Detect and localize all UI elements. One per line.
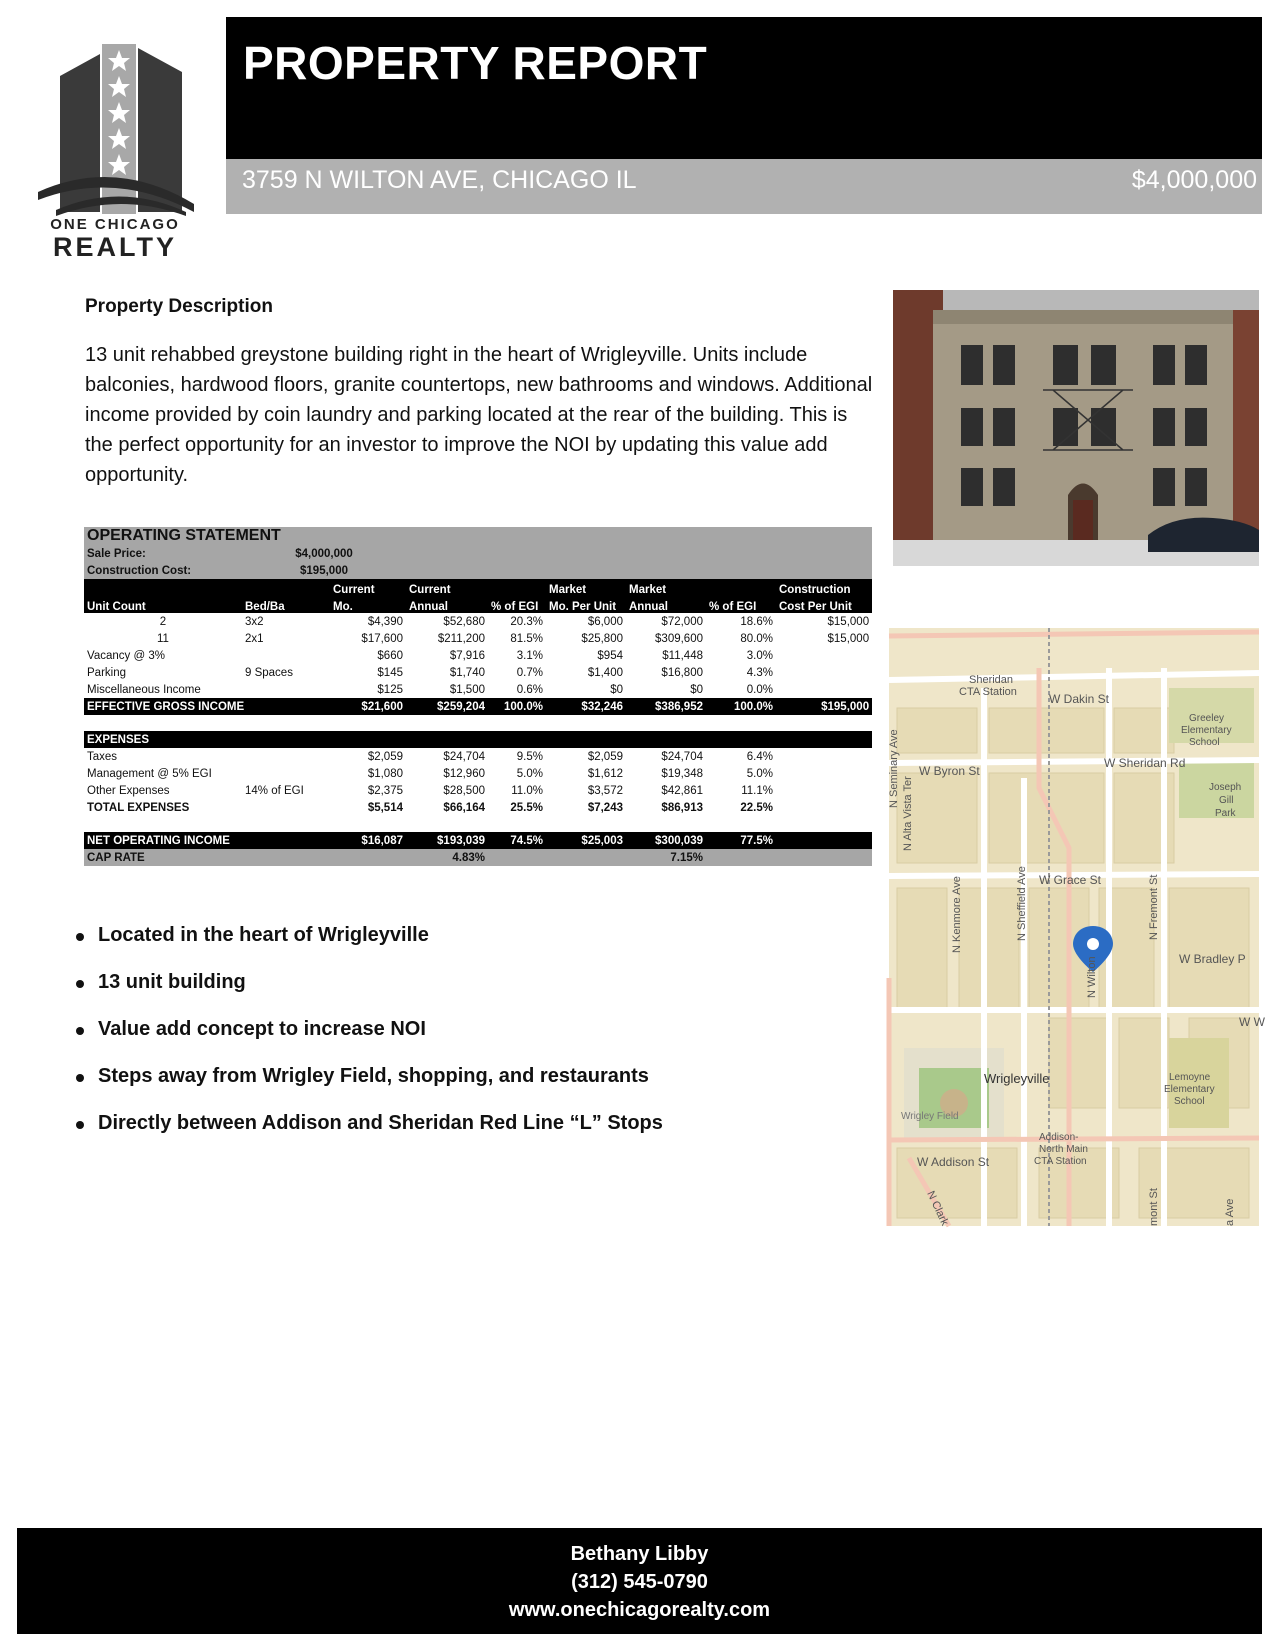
map-label: W Grace St bbox=[1039, 873, 1102, 887]
agent-name: Bethany Libby bbox=[570, 1543, 709, 1565]
operating-statement bbox=[84, 527, 872, 866]
building-photo bbox=[893, 290, 1259, 566]
table-cell: 6.4% bbox=[746, 750, 773, 763]
construction-cost-value: $195,000 bbox=[242, 562, 406, 579]
map-label: N Wilton bbox=[1086, 956, 1098, 998]
table-cell: NET OPERATING INCOME bbox=[84, 832, 242, 849]
table-cell bbox=[242, 799, 330, 816]
table-cell: $24,704 bbox=[443, 750, 485, 763]
table-cell: 100.0% bbox=[488, 698, 546, 715]
table-cell: $1,500 bbox=[449, 683, 485, 696]
table-cell: 7.15% bbox=[626, 849, 706, 866]
table-cell: Other Expenses bbox=[87, 784, 170, 797]
statement-header-row-1 bbox=[84, 579, 872, 596]
table-cell bbox=[776, 849, 872, 866]
income-row bbox=[84, 630, 872, 647]
highlights-list bbox=[76, 924, 856, 1159]
table-cell: $66,164 bbox=[443, 801, 485, 814]
description-body: 13 unit rehabbed greystone building right in the heart of Wrigleyville. Units include balconies, hardwood floors, granite countertops, new bathrooms and windows. Additional income provided by coin laundry and parking located at the rear of the building. This is the perfect opportunity for an investor to improve the NOI by updating this value add opportunity. bbox=[85, 344, 873, 486]
table-cell: Management @ 5% EGI bbox=[87, 767, 212, 780]
noi-row bbox=[84, 832, 872, 849]
description-title: Property Description bbox=[85, 296, 273, 317]
table-cell: 100.0% bbox=[706, 698, 776, 715]
bullet-icon bbox=[76, 1027, 84, 1035]
map-label: N Kenmore Ave bbox=[951, 876, 963, 953]
table-cell: $17,600 bbox=[361, 632, 403, 645]
table-cell: $954 bbox=[597, 649, 623, 662]
map-label: North Main bbox=[1039, 1144, 1088, 1155]
table-cell: $32,246 bbox=[546, 698, 626, 715]
table-cell: TOTAL EXPENSES bbox=[87, 801, 190, 814]
table-cell: 3.1% bbox=[516, 649, 543, 662]
map-label: N Clark bbox=[924, 1189, 951, 1228]
report-title: PROPERTY REPORT bbox=[243, 37, 708, 89]
logo-text-bottom: REALTY bbox=[53, 232, 177, 262]
table-cell: EFFECTIVE GROSS INCOME bbox=[84, 698, 242, 715]
map-label: W Byron St bbox=[919, 764, 980, 778]
map-label: Elementary bbox=[1181, 725, 1232, 736]
sale-price-label: Sale Price: bbox=[84, 545, 242, 562]
cap-rate-row bbox=[84, 849, 872, 866]
table-cell: 25.5% bbox=[510, 801, 543, 814]
table-cell: 11 bbox=[157, 632, 169, 645]
table-cell: 5.0% bbox=[746, 767, 773, 780]
table-cell: Mo. bbox=[330, 596, 406, 613]
table-cell bbox=[776, 664, 872, 681]
table-cell: $24,704 bbox=[661, 750, 703, 763]
map-label: Joseph bbox=[1209, 782, 1242, 793]
table-cell: $16,087 bbox=[330, 832, 406, 849]
map-label: School bbox=[1174, 1096, 1205, 1107]
map-label: W W bbox=[1239, 1015, 1265, 1029]
table-cell bbox=[776, 748, 872, 765]
table-cell: 9 Spaces bbox=[245, 666, 293, 679]
table-cell: 0.6% bbox=[516, 683, 543, 696]
table-cell bbox=[242, 765, 330, 782]
table-cell bbox=[776, 799, 872, 816]
table-cell: 9.5% bbox=[516, 750, 543, 763]
table-cell: $660 bbox=[377, 649, 403, 662]
table-cell: $0 bbox=[690, 683, 703, 696]
map-label: W Dakin St bbox=[1049, 692, 1110, 706]
table-cell: $21,600 bbox=[330, 698, 406, 715]
statement-header-row-2 bbox=[84, 596, 872, 613]
map-label: Sheridan bbox=[969, 674, 1014, 686]
table-cell bbox=[84, 579, 242, 596]
map-label: Addison- bbox=[1039, 1132, 1079, 1143]
table-cell bbox=[242, 647, 330, 664]
property-address: 3759 N WILTON AVE, CHICAGO IL bbox=[242, 166, 637, 194]
table-cell: $2,059 bbox=[587, 750, 623, 763]
table-cell: % of EGI bbox=[706, 596, 776, 613]
table-cell: $7,916 bbox=[449, 649, 485, 662]
table-cell: $25,800 bbox=[581, 632, 623, 645]
table-cell bbox=[242, 849, 330, 866]
table-cell: $195,000 bbox=[776, 698, 872, 715]
map-label: Gill bbox=[1219, 795, 1234, 806]
table-cell: Taxes bbox=[87, 750, 118, 763]
table-cell: $6,000 bbox=[587, 615, 623, 628]
table-cell: Market bbox=[626, 579, 706, 596]
map-label: W Addison St bbox=[917, 1155, 990, 1169]
table-cell: 2 bbox=[159, 615, 167, 628]
table-cell bbox=[706, 579, 776, 596]
table-cell bbox=[706, 849, 776, 866]
construction-cost-label: Construction Cost: bbox=[84, 562, 242, 579]
table-cell: $7,243 bbox=[587, 801, 623, 814]
bullet-icon bbox=[76, 980, 84, 988]
table-cell: Current bbox=[406, 579, 488, 596]
table-cell bbox=[776, 832, 872, 849]
map-label: a Ave bbox=[1224, 1198, 1236, 1226]
map-label: mont St bbox=[1148, 1188, 1160, 1226]
table-cell: $42,861 bbox=[661, 784, 703, 797]
expenses-title: EXPENSES bbox=[84, 731, 872, 748]
table-cell: Mo. Per Unit bbox=[546, 596, 626, 613]
table-cell: 11.1% bbox=[741, 784, 773, 797]
table-cell bbox=[776, 782, 872, 799]
table-cell bbox=[242, 681, 330, 698]
income-row bbox=[84, 664, 872, 681]
table-cell: 4.83% bbox=[406, 849, 488, 866]
table-cell: $1,080 bbox=[367, 767, 403, 780]
map-label: Lemoyne bbox=[1169, 1072, 1211, 1083]
table-cell: $125 bbox=[377, 683, 403, 696]
table-cell bbox=[776, 681, 872, 698]
table-cell bbox=[406, 545, 872, 562]
map-label: W Bradley P bbox=[1179, 952, 1246, 966]
table-cell: Market bbox=[546, 579, 626, 596]
bullet-icon bbox=[76, 1074, 84, 1082]
map-label: School bbox=[1189, 737, 1220, 748]
table-cell: $2,375 bbox=[367, 784, 403, 797]
expense-row bbox=[84, 765, 872, 782]
table-cell: Cost Per Unit bbox=[776, 596, 872, 613]
egi-row bbox=[84, 698, 872, 715]
table-cell: $12,960 bbox=[443, 767, 485, 780]
table-cell bbox=[84, 816, 872, 832]
income-row bbox=[84, 613, 872, 630]
list-item: Steps away from Wrigley Field, shopping, and restaurants bbox=[76, 1065, 856, 1112]
map-label: Wrigleyville bbox=[984, 1071, 1050, 1086]
statement-title: OPERATING STATEMENT bbox=[84, 527, 872, 545]
table-cell: $5,514 bbox=[367, 801, 403, 814]
table-cell: Annual bbox=[406, 596, 488, 613]
table-cell: $193,039 bbox=[406, 832, 488, 849]
location-map bbox=[888, 628, 1265, 1228]
table-cell: $309,600 bbox=[655, 632, 703, 645]
table-cell: $386,952 bbox=[626, 698, 706, 715]
table-cell: $28,500 bbox=[443, 784, 485, 797]
table-cell: Construction bbox=[776, 579, 872, 596]
table-cell: Parking bbox=[87, 666, 126, 679]
sale-price-value: $4,000,000 bbox=[242, 545, 406, 562]
map-label: N Seminary Ave bbox=[888, 729, 900, 808]
table-cell: CAP RATE bbox=[84, 849, 242, 866]
table-cell: 3x2 bbox=[245, 615, 264, 628]
table-cell: 81.5% bbox=[510, 632, 543, 645]
property-price: $4,000,000 bbox=[1131, 166, 1257, 194]
table-cell: $3,572 bbox=[587, 784, 623, 797]
map-label: N Fremont St bbox=[1148, 874, 1160, 940]
bullet-icon bbox=[76, 1121, 84, 1129]
map-label: N Alta Vista Ter bbox=[902, 776, 914, 851]
table-cell: $300,039 bbox=[626, 832, 706, 849]
table-cell: $16,800 bbox=[661, 666, 703, 679]
list-item: 13 unit building bbox=[76, 971, 856, 1018]
list-item: Value add concept to increase NOI bbox=[76, 1018, 856, 1065]
table-cell bbox=[546, 849, 626, 866]
table-cell bbox=[776, 765, 872, 782]
expense-row bbox=[84, 748, 872, 765]
map-label: W Sheridan Rd bbox=[1104, 756, 1186, 770]
table-cell: 77.5% bbox=[706, 832, 776, 849]
table-cell: 0.0% bbox=[746, 683, 773, 696]
table-cell: 4.3% bbox=[746, 666, 773, 679]
table-cell: $19,348 bbox=[661, 767, 703, 780]
bullet-icon bbox=[76, 933, 84, 941]
total-expenses-row bbox=[84, 799, 872, 816]
table-cell: 2x1 bbox=[245, 632, 264, 645]
table-cell bbox=[242, 698, 330, 715]
table-cell: $2,059 bbox=[367, 750, 403, 763]
table-cell: Current bbox=[330, 579, 406, 596]
table-cell bbox=[488, 849, 546, 866]
table-cell: 3.0% bbox=[746, 649, 773, 662]
table-cell: Bed/Ba bbox=[242, 596, 330, 613]
table-cell bbox=[242, 579, 330, 596]
table-cell: $86,913 bbox=[661, 801, 703, 814]
table-cell: $145 bbox=[377, 666, 403, 679]
map-label: Park bbox=[1215, 808, 1236, 819]
map-label: Elementary bbox=[1164, 1084, 1215, 1095]
table-cell: Unit Count bbox=[84, 596, 242, 613]
map-label: Wrigley Field bbox=[901, 1111, 959, 1122]
table-cell bbox=[776, 647, 872, 664]
table-cell bbox=[330, 849, 406, 866]
table-cell: Vacancy @ 3% bbox=[87, 649, 165, 662]
map-label: CTA Station bbox=[1034, 1156, 1087, 1167]
footer-contact bbox=[17, 1528, 1262, 1634]
table-cell: 18.6% bbox=[740, 615, 773, 628]
income-row bbox=[84, 681, 872, 698]
table-cell: 14% of EGI bbox=[245, 784, 304, 797]
table-cell: $1,740 bbox=[449, 666, 485, 679]
table-cell: 5.0% bbox=[516, 767, 543, 780]
website-link[interactable]: www.onechicagorealty.com bbox=[508, 1599, 771, 1621]
table-cell: 0.7% bbox=[516, 666, 543, 679]
list-item: Located in the heart of Wrigleyville bbox=[76, 924, 856, 971]
list-item: Directly between Addison and Sheridan Red Line “L” Stops bbox=[76, 1112, 856, 1159]
table-cell: $11,448 bbox=[662, 649, 703, 662]
table-cell: $0 bbox=[610, 683, 623, 696]
income-row bbox=[84, 647, 872, 664]
expense-row bbox=[84, 782, 872, 799]
table-cell: 11.0% bbox=[511, 784, 543, 797]
table-cell: Miscellaneous Income bbox=[87, 683, 201, 696]
table-cell: 22.5% bbox=[740, 801, 773, 814]
table-cell: 80.0% bbox=[740, 632, 773, 645]
table-cell: $4,390 bbox=[367, 615, 403, 628]
table-cell: 20.3% bbox=[510, 615, 543, 628]
table-cell bbox=[242, 748, 330, 765]
table-cell: $52,680 bbox=[443, 615, 485, 628]
map-label: N Sheffield Ave bbox=[1016, 866, 1028, 941]
table-cell bbox=[488, 579, 546, 596]
table-cell: $15,000 bbox=[827, 615, 870, 628]
table-cell: % of EGI bbox=[488, 596, 546, 613]
table-cell: $259,204 bbox=[406, 698, 488, 715]
table-cell: $25,003 bbox=[546, 832, 626, 849]
map-label: CTA Station bbox=[959, 686, 1017, 698]
table-cell: $72,000 bbox=[661, 615, 703, 628]
logo-text-top: ONE CHICAGO bbox=[50, 216, 180, 233]
map-label: Greeley bbox=[1189, 713, 1225, 724]
table-cell: $211,200 bbox=[437, 632, 485, 645]
table-cell bbox=[242, 832, 330, 849]
table-cell: 74.5% bbox=[488, 832, 546, 849]
header-address-bar bbox=[226, 159, 1262, 214]
table-cell: $15,000 bbox=[827, 632, 870, 645]
table-cell: Annual bbox=[626, 596, 706, 613]
table-cell: $1,400 bbox=[587, 666, 623, 679]
table-cell bbox=[84, 715, 872, 731]
agent-phone: (312) 545-0790 bbox=[571, 1571, 708, 1593]
table-cell bbox=[406, 562, 872, 579]
table-cell: $1,612 bbox=[587, 767, 623, 780]
